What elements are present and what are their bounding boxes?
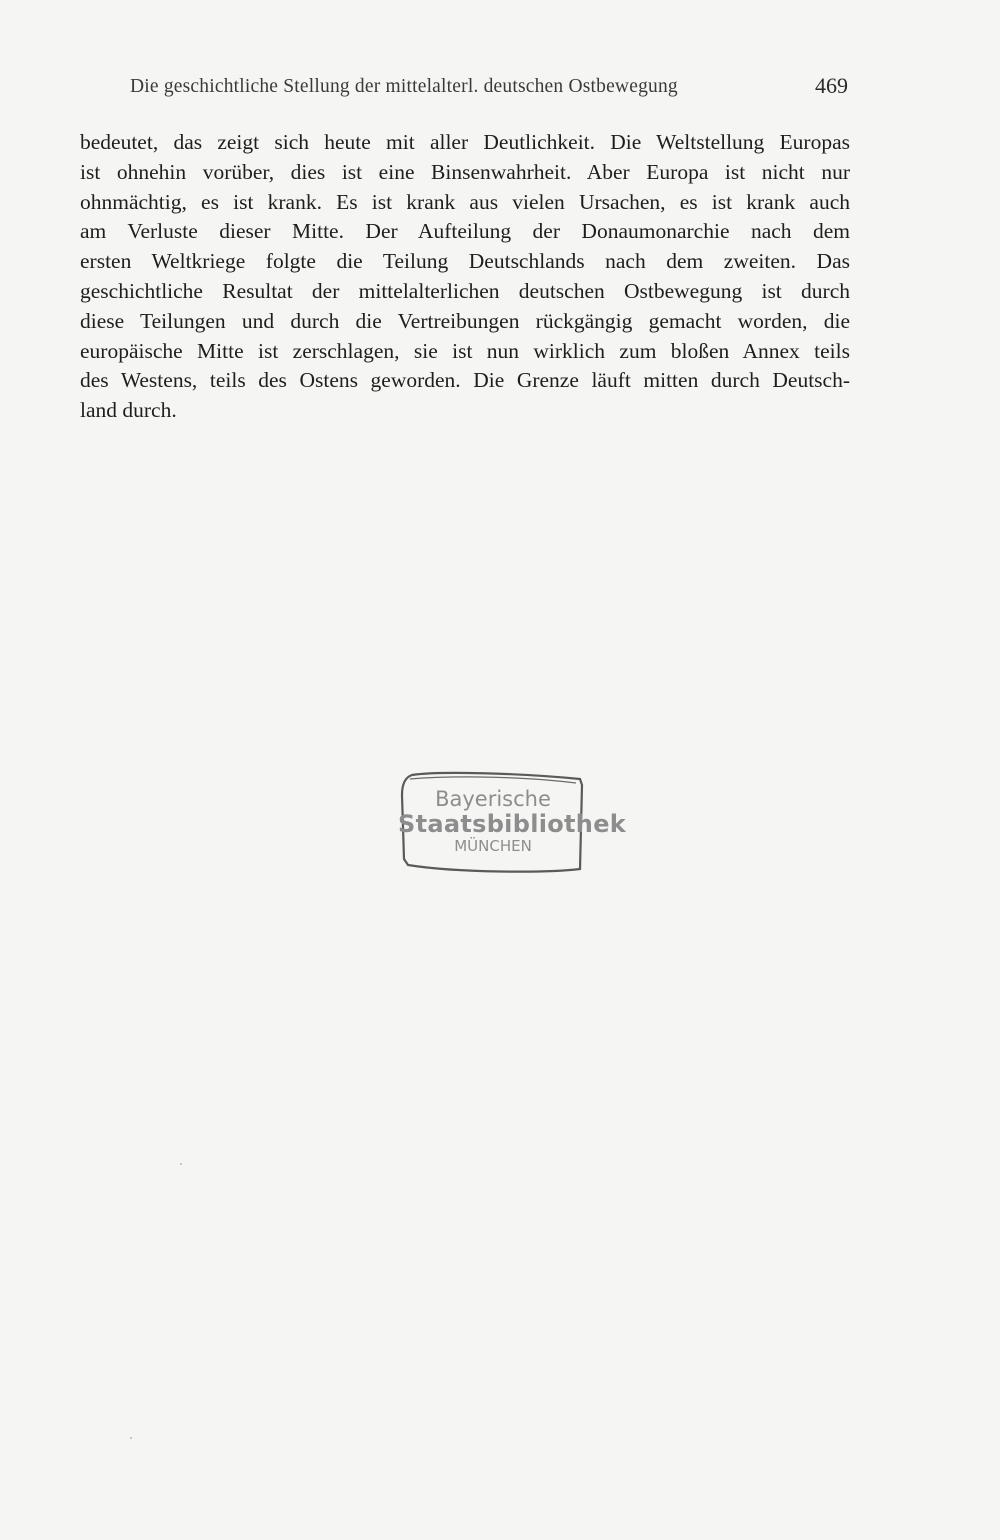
body-paragraph [80, 128, 850, 426]
text-line: des Westens, teils des Ostens geworden. Die Grenze läuft mitten durch Deutsch- [80, 368, 850, 393]
library-stamp [398, 765, 627, 877]
text-line: bedeutet, das zeigt sich heute mit aller Deutlichkeit. Die Weltstellung Europas [80, 130, 850, 154]
text-line: ersten Weltkriege folgte die Teilung Deutschlands nach dem zweiten. Das [80, 249, 850, 274]
text-line: land durch. [80, 398, 177, 423]
paper-speck [130, 1437, 132, 1439]
text-line: ohnmächtig, es ist krank. Es ist krank aus vielen Ursachen, es ist krank auch [80, 189, 850, 214]
text-line: diese Teilungen und durch die Vertreibungen rückgängig gemacht worden, die [80, 308, 850, 333]
stamp-line-2: Staatsbibliothek [398, 810, 627, 838]
text-line: europäische Mitte ist zerschlagen, sie ist nun wirklich zum bloßen Annex teils [80, 338, 850, 363]
stamp-line-1: Bayerische [435, 787, 551, 811]
text-line: am Verluste dieser Mitte. Der Aufteilung der Donaumonarchie nach dem [80, 219, 850, 244]
running-head: Die geschichtliche Stellung der mittelalterl. deutschen Ostbewegung [130, 76, 678, 97]
stamp-line-3: MÜNCHEN [454, 837, 532, 855]
text-line: ist ohnehin vorüber, dies ist eine Binsenwahrheit. Aber Europa ist nicht nur [80, 159, 850, 184]
page-number: 469 [815, 73, 848, 98]
text-line: geschichtliche Resultat der mittelalterlichen deutschen Ostbewegung ist durch [80, 278, 850, 303]
paper-speck [180, 1163, 182, 1165]
